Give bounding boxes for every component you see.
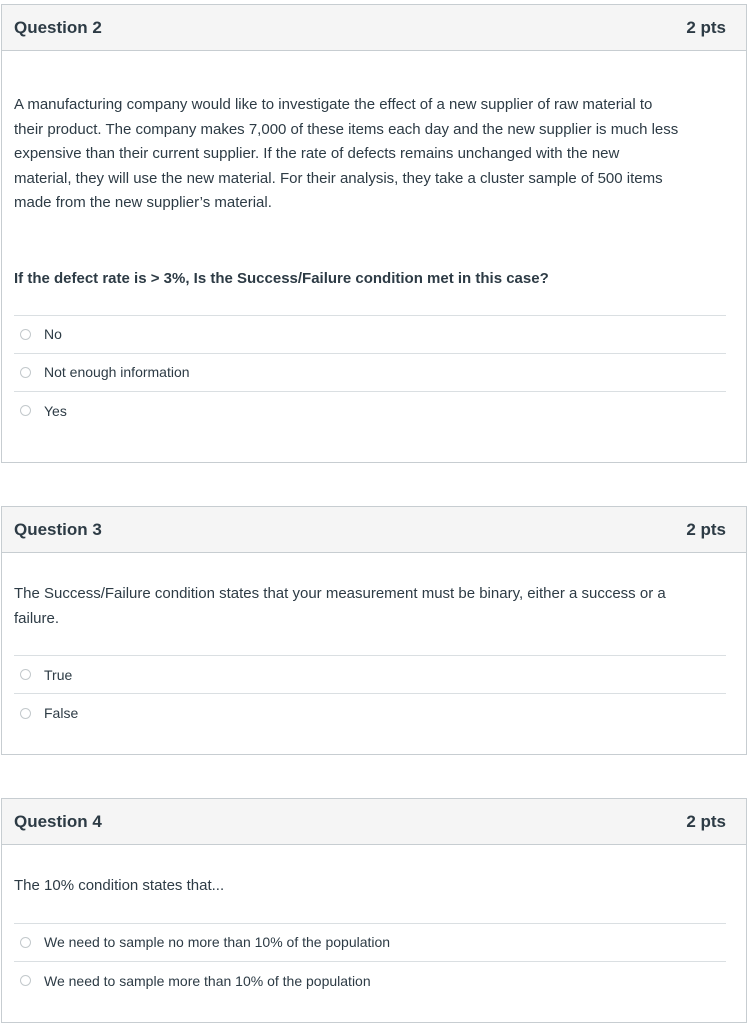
answer-option-no-more-than-10-percent[interactable]: [14, 924, 726, 962]
question-points: 2 pts: [686, 17, 726, 37]
question-body: [2, 51, 746, 430]
question-text: [14, 553, 726, 631]
answer-option-not-enough-information[interactable]: [14, 354, 726, 392]
answer-list: [14, 923, 726, 1000]
answer-option-false[interactable]: [14, 694, 726, 732]
question-header: [2, 507, 746, 553]
answer-label: False: [44, 705, 79, 721]
question-2: [1, 4, 747, 463]
radio-icon[interactable]: [20, 669, 31, 680]
question-text-line: their product. The company makes 7,000 of these items each day and the new supplier is much less: [14, 120, 679, 138]
radio-icon[interactable]: [20, 975, 31, 986]
question-text-line: failure.: [14, 609, 60, 627]
question-body: [2, 845, 746, 1000]
answer-label: True: [44, 666, 73, 683]
question-header: [2, 5, 746, 51]
answer-option-yes[interactable]: [14, 392, 726, 430]
answer-label: We need to sample more than 10% of the population: [44, 972, 371, 989]
question-3: [1, 506, 747, 755]
answer-list: [14, 315, 726, 430]
question-header: [2, 799, 746, 845]
question-body: [2, 553, 746, 732]
question-text-line: made from the new supplier’s material.: [14, 194, 272, 211]
question-subtext: If the defect rate is > 3%, Is the Success/Failure condition met in this case?: [14, 269, 549, 287]
question-text-line: The Success/Failure condition states that your measurement must be binary, either a success or a: [14, 585, 666, 602]
question-title: Question 4: [14, 811, 102, 831]
question-points: 2 pts: [686, 519, 726, 539]
question-title: Question 3: [14, 519, 102, 539]
answer-label: Not enough information: [44, 364, 190, 380]
question-text: [14, 845, 726, 899]
question-text-line: The 10% condition states that...: [14, 877, 225, 894]
radio-icon[interactable]: [20, 937, 31, 948]
radio-icon[interactable]: [20, 367, 31, 378]
question-text: [14, 51, 726, 216]
radio-icon[interactable]: [20, 708, 31, 719]
answer-label: We need to sample no more than 10% of the population: [44, 934, 391, 950]
question-text-line: expensive than their current supplier. If the rate of defects remains unchanged with the new: [14, 145, 620, 162]
answer-label: Yes: [44, 402, 67, 419]
answer-option-no[interactable]: [14, 316, 726, 354]
question-text-line: A manufacturing company would like to investigate the effect of a new supplier of raw material to: [14, 96, 653, 113]
question-title: Question 2: [14, 17, 102, 37]
answer-option-more-than-10-percent[interactable]: [14, 962, 726, 1000]
answer-option-true[interactable]: [14, 656, 726, 694]
question-points: 2 pts: [686, 811, 726, 831]
radio-icon[interactable]: [20, 405, 31, 416]
answer-list: [14, 655, 726, 732]
answer-label: No: [44, 326, 62, 342]
question-text-line: material, they will use the new material. For their analysis, they take a cluster sample of 500 items: [14, 169, 663, 187]
question-4: [1, 798, 747, 1023]
radio-icon[interactable]: [20, 329, 31, 340]
